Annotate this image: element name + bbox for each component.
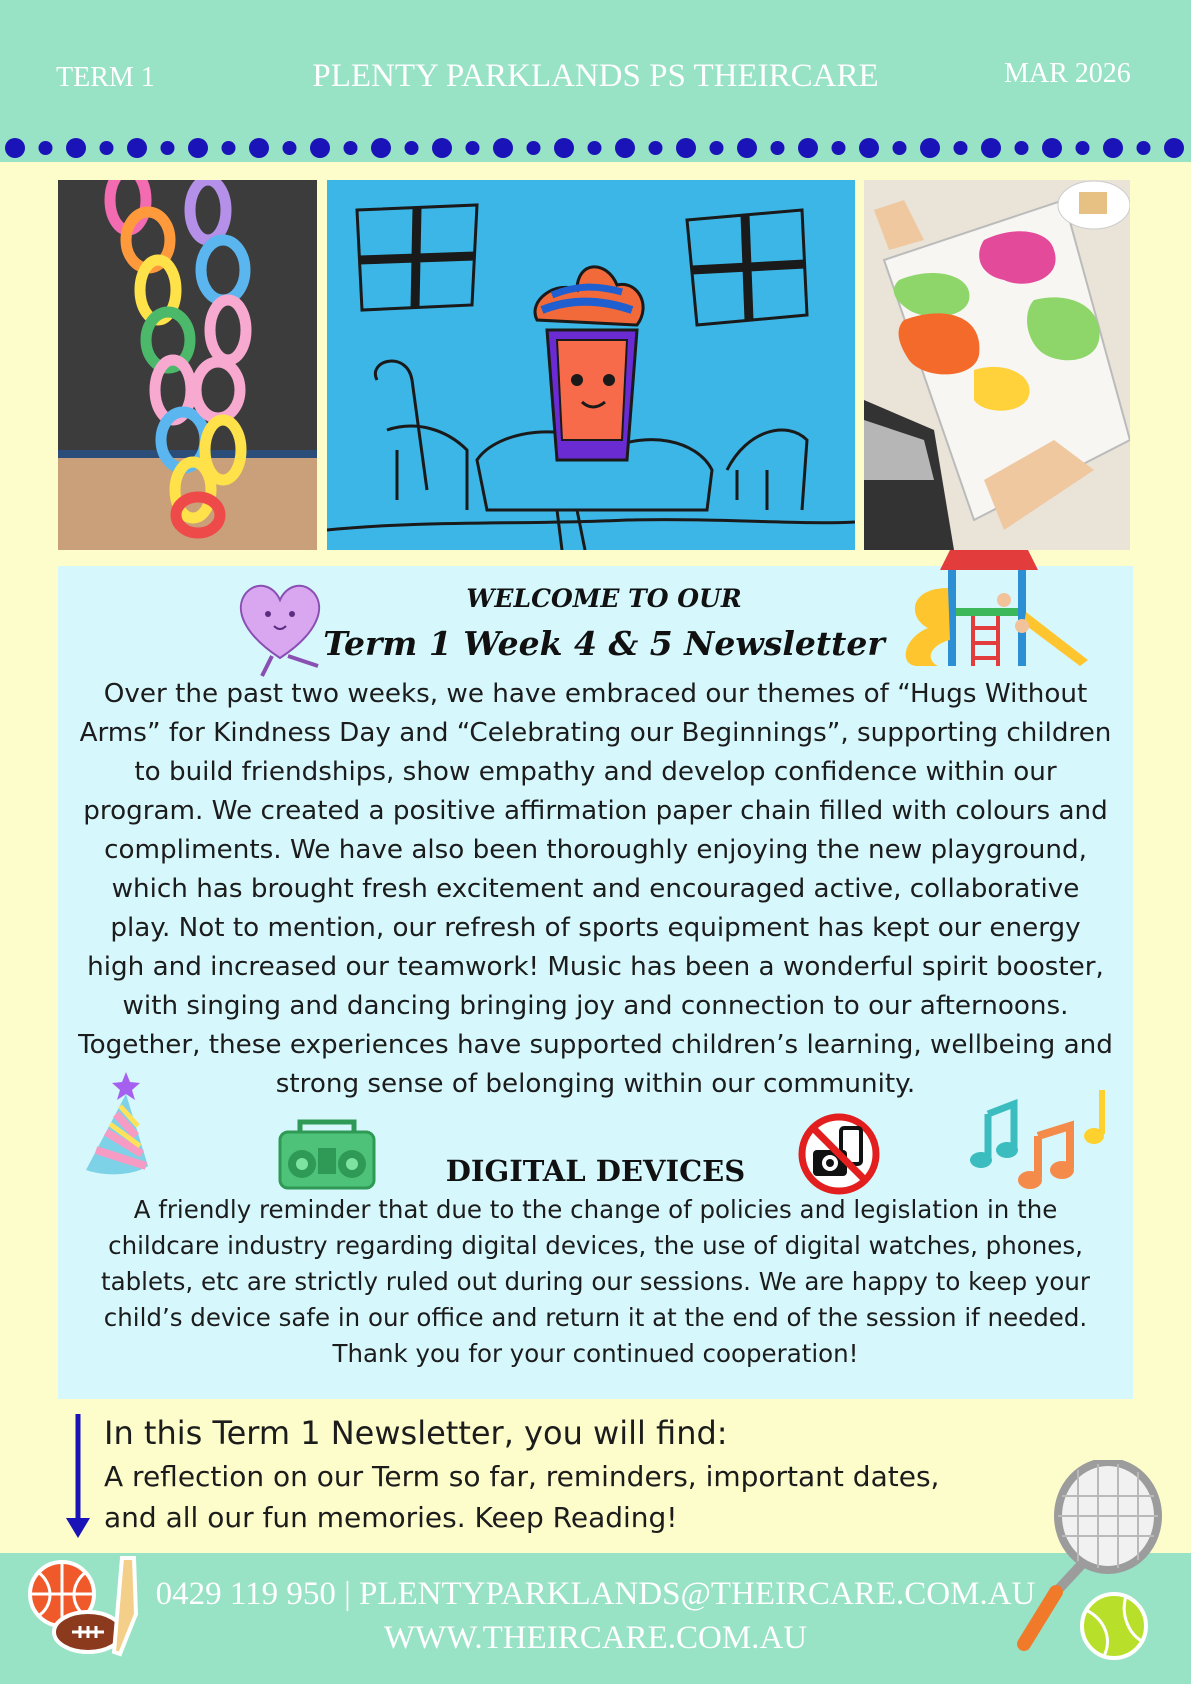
find-line-1: A reflection on our Term so far, reminders, important dates, xyxy=(104,1460,940,1493)
sports-balls-icon xyxy=(24,1554,148,1658)
border-dot xyxy=(527,141,541,155)
border-dot xyxy=(920,138,940,158)
footer-band xyxy=(0,1553,1191,1684)
border-dot xyxy=(371,138,391,158)
footer-contact: 0429 119 950 | PLENTYPARKLANDS@THEIRCARE.COM.AU xyxy=(155,1576,1036,1612)
border-dot xyxy=(1164,138,1184,158)
border-dot xyxy=(466,141,480,155)
border-dot xyxy=(954,141,968,155)
boombox-icon xyxy=(278,1118,376,1190)
border-dot xyxy=(1015,141,1029,155)
border-dot xyxy=(859,138,879,158)
journal-writing-photo xyxy=(864,180,1130,550)
border-dot xyxy=(100,141,114,155)
border-dot xyxy=(1137,141,1151,155)
border-dot xyxy=(676,138,696,158)
party-hat-icon xyxy=(80,1066,150,1176)
digital-devices-title: DIGITAL DEVICES xyxy=(445,1154,746,1188)
term-label: TERM 1 xyxy=(56,62,155,93)
paper-chain-photo xyxy=(58,180,317,550)
border-dot xyxy=(615,138,635,158)
music-notes-icon xyxy=(966,1086,1110,1190)
dot-border xyxy=(0,136,1191,160)
footer-website: WWW.THEIRCARE.COM.AU xyxy=(383,1620,808,1656)
border-dot xyxy=(981,138,1001,158)
border-dot xyxy=(39,141,53,155)
border-dot xyxy=(405,141,419,155)
border-dot xyxy=(554,138,574,158)
heart-hug-icon xyxy=(232,578,328,678)
border-dot xyxy=(649,141,663,155)
border-dot xyxy=(222,141,236,155)
border-dot xyxy=(893,141,907,155)
tennis-racket-icon xyxy=(1016,1460,1176,1670)
border-dot xyxy=(5,138,25,158)
welcome-kicker: WELCOME TO OUR xyxy=(466,584,742,613)
border-dot xyxy=(1042,138,1062,158)
cupcake-drawing-photo xyxy=(327,180,855,550)
playground-icon xyxy=(898,548,1094,670)
border-dot xyxy=(161,141,175,155)
digital-devices-paragraph: A friendly reminder that due to the change of policies and legislation in the childcare industry regarding digital devices, the use of digital watches, phones, tablets, etc are strictly ruled out during our sessions. We are happy to keep your child’s device safe in our office and return it at the end of the session if needed. Thank you for your continued cooperation! xyxy=(101,1195,1090,1368)
border-dot xyxy=(249,138,269,158)
border-dot xyxy=(771,141,785,155)
issue-date: MAR 2026 xyxy=(1004,58,1131,89)
border-dot xyxy=(1076,141,1090,155)
find-title: In this Term 1 Newsletter, you will find: xyxy=(104,1414,728,1452)
border-dot xyxy=(588,141,602,155)
border-dot xyxy=(66,138,86,158)
border-dot xyxy=(710,141,724,155)
newsletter-title: Term 1 Week 4 & 5 Newsletter xyxy=(323,624,885,663)
border-dot xyxy=(188,138,208,158)
newsletter-masthead: PLENTY PARKLANDS PS THEIRCARE xyxy=(312,58,879,94)
border-dot xyxy=(127,138,147,158)
border-dot xyxy=(737,138,757,158)
down-arrow-icon xyxy=(64,1412,92,1540)
border-dot xyxy=(283,141,297,155)
border-dot xyxy=(432,138,452,158)
border-dot xyxy=(344,141,358,155)
border-dot xyxy=(1103,138,1123,158)
border-dot xyxy=(493,138,513,158)
border-dot xyxy=(310,138,330,158)
intro-paragraph: Over the past two weeks, we have embraced our themes of “Hugs Without Arms” for Kindness Day and “Celebrating our Beginnings”, supporting children to build friendships, show empathy and develop confidence within our program. We created a positive affirmation paper chain filled with colours and compliments. We have also been thoroughly enjoying the new playground, which has brought fresh excitement and encouraged active, collaborative play. Not to mention, our refresh of sports equipment has kept our energy high and increased our teamwork! Music has been a wonderful spirit booster, with singing and dancing bringing joy and connection to our afternoons. Together, these experiences have supported children’s learning, wellbeing and strong sense of belonging within our community. xyxy=(78,679,1113,1099)
find-line-2: and all our fun memories. Keep Reading! xyxy=(104,1501,678,1534)
border-dot xyxy=(798,138,818,158)
border-dot xyxy=(832,141,846,155)
no-phone-icon xyxy=(797,1112,881,1196)
